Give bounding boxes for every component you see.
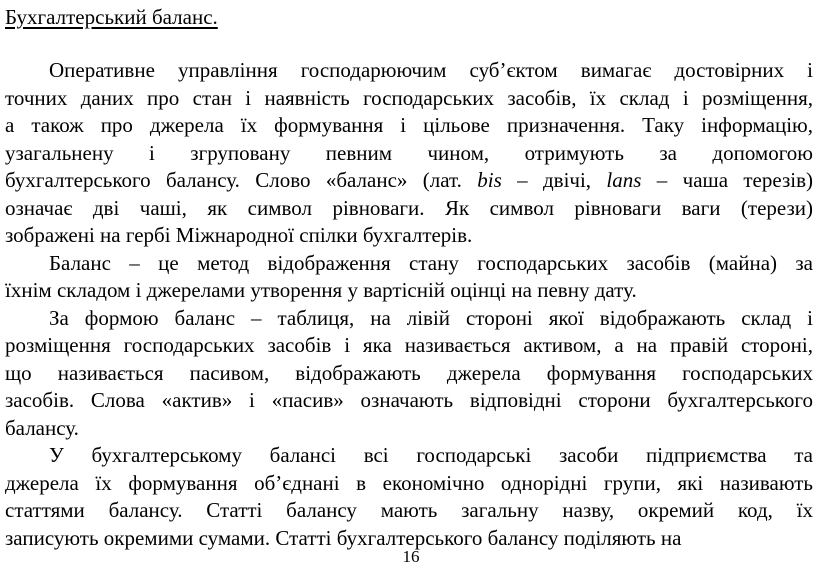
text-line: що називається пасивом, відображають джерела формування господарських <box>5 360 813 385</box>
text-line: їхнім складом і джерелами утворення у вартісній оцінці на певну дату. <box>5 278 637 302</box>
text-line: розміщення господарських засобів і яка називається активом, а на правій стороні, <box>5 333 813 357</box>
body-text <box>5 57 813 552</box>
text-line: балансу. <box>5 415 79 440</box>
text-line: а також про джерела їх формування і цільове призначення. Таку інформацію, <box>5 113 813 137</box>
text-line: статтями балансу. Статті балансу мають загальну назву, окремий код, їх <box>5 498 813 522</box>
text-line: За формою баланс – таблиця, на лівій стороні якої відображають склад і <box>49 305 813 330</box>
text-line: Оперативне управління господарюючим суб’єктом вимагає достовірних і <box>49 58 813 82</box>
text-line: джерела їх формування об’єднані в економічно однорідні групи, які називають <box>5 470 813 495</box>
text-line: бухгалтерського балансу. Слово «баланс» (лат. bis – двічі, lans – чаша терезів) <box>5 168 813 192</box>
text-line: У бухгалтерському балансі всі господарські засоби підприємства та <box>49 443 813 467</box>
text-line: записують окремими сумами. Статті бухгалтерського балансу поділяють на <box>5 525 682 550</box>
text-line: точних даних про стан і наявність господарських засобів, їх склад і розміщення, <box>5 85 813 110</box>
page-title: Бухгалтерський баланс. <box>5 5 218 29</box>
text-line: Баланс – це метод відображення стану господарських засобів (майна) за <box>49 250 813 275</box>
text-line: зображені на гербі Міжнародної спілки бухгалтерів. <box>5 223 473 247</box>
text-line: узагальнену і згруповану певним чином, отримують за допомогою <box>5 140 813 165</box>
text-line: засобів. Слова «актив» і «пасив» означають відповідні сторони бухгалтерського <box>5 388 813 412</box>
page-number: 16 <box>402 547 420 566</box>
text-line: означає дві чаші, як символ рівноваги. Як символ рівноваги ваги (терези) <box>5 195 813 220</box>
document-page <box>5 0 813 568</box>
